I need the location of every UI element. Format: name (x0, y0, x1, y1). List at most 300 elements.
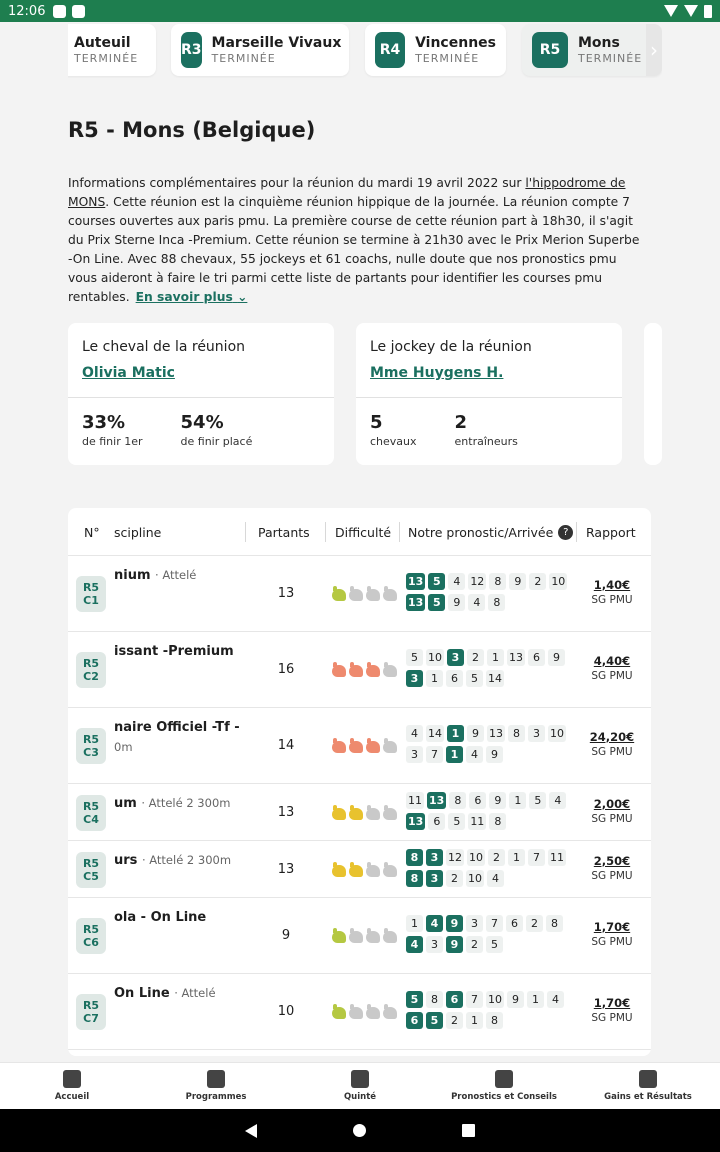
horse-head-icon (366, 1007, 380, 1019)
table-row[interactable] (68, 841, 651, 898)
horse-number: 8 (449, 792, 466, 809)
pronostic-line (406, 792, 576, 811)
win-label: de finir 1er (82, 435, 143, 448)
pronostic-line (406, 573, 576, 592)
hippodrome-link[interactable]: l'hippodrome de MONS (68, 176, 626, 209)
header-prono: Notre pronostic/Arrivée (408, 524, 554, 540)
difficulty-rating (332, 931, 397, 943)
header-partants: Partants (258, 524, 310, 540)
course-code: C2 (83, 670, 99, 683)
table-row[interactable] (68, 974, 651, 1050)
horse-number: 8 (489, 813, 506, 830)
race-distance: 0m (114, 740, 133, 754)
win-percent: 33% (82, 412, 126, 433)
horse-number: 3 (466, 915, 483, 932)
horse-number: 5 (529, 792, 546, 809)
pronostic-arrivee (406, 991, 576, 1033)
horse-head-icon (349, 741, 363, 753)
header-number: N° (84, 524, 100, 540)
horse-head-icon (332, 808, 346, 820)
horse-number: 4 (466, 746, 483, 763)
course-code: C5 (83, 869, 99, 883)
horse-number: 7 (486, 915, 503, 932)
horse-number: 11 (408, 793, 422, 807)
arrivee-line (406, 870, 576, 889)
rapport[interactable] (583, 920, 641, 948)
race-name-text: ola - On Line (114, 910, 207, 925)
race-name (114, 644, 264, 659)
horse-head-icon (383, 741, 397, 753)
nav-programmes[interactable] (144, 1063, 288, 1109)
pronostic-line (406, 991, 576, 1010)
horse-number: 10 (428, 651, 442, 664)
horse-number: 8 (406, 870, 423, 887)
tab-name: Mons (578, 34, 620, 51)
horse-head-icon (366, 665, 380, 677)
jockey-name-link[interactable]: Mme Huygens H. (370, 365, 504, 381)
tab-name: Auteuil (74, 34, 131, 51)
arrivee-line (406, 1012, 576, 1031)
horse-head-icon (366, 865, 380, 877)
race-code-badge (76, 728, 106, 764)
rapport[interactable] (583, 730, 641, 758)
horse-number: 2 (529, 573, 546, 590)
horse-of-reunion-card (68, 323, 334, 465)
horse-number: 4 (406, 936, 423, 953)
rapport-value: 1,70€ (593, 996, 631, 1010)
horse-number: 3 (426, 849, 443, 866)
tab-status: TERMINÉE (415, 51, 480, 65)
horse-head-icon (332, 865, 346, 877)
horse-number: 6 (506, 915, 523, 932)
horse-number: 9 (548, 649, 565, 666)
nav-label: Quinté (343, 1092, 377, 1102)
horse-number: 3 (528, 725, 545, 742)
horse-head-icon (349, 808, 363, 820)
race-code-badge (76, 852, 106, 888)
horse-head-icon (383, 865, 397, 877)
rapport-label: SG PMU (591, 1012, 633, 1024)
horse-number: 5 (428, 573, 445, 590)
horse-number: 8 (426, 991, 443, 1008)
horse-head-icon (349, 665, 363, 677)
horse-head-icon (349, 1007, 363, 1019)
races-table (68, 508, 651, 1056)
horse-number: 4 (487, 870, 504, 887)
trainers-label: entraîneurs (454, 435, 518, 448)
rapport[interactable] (583, 654, 641, 682)
system-navigation-bar (0, 1109, 720, 1152)
horse-head-icon (349, 931, 363, 943)
partants-count: 13 (277, 804, 295, 820)
horse-head-icon (332, 741, 346, 753)
pronostic-line (406, 915, 576, 934)
help-icon[interactable]: ? (558, 525, 573, 540)
nav-label: Pronostics et Conseils (451, 1092, 557, 1102)
horse-number: 3 (406, 670, 423, 687)
jockey-of-reunion-card (356, 323, 622, 465)
trainers-count: 2 (454, 412, 468, 433)
reunion-code: R5 (82, 999, 100, 1012)
home-icon (63, 1070, 81, 1088)
horse-number: 12 (448, 850, 462, 864)
race-name (114, 720, 264, 735)
race-name-text: issant -Premium (114, 644, 234, 659)
horse-number: 2 (446, 1012, 463, 1029)
nav-label: Gains et Résultats (604, 1092, 692, 1102)
rapport[interactable] (583, 996, 641, 1024)
nav-accueil[interactable] (0, 1063, 144, 1109)
header-difficulty: Difficulté (335, 524, 392, 540)
course-code: C1 (83, 594, 99, 607)
tab-name: Vincennes (415, 34, 496, 51)
place-percent: 54% (180, 412, 224, 433)
reunion-description (68, 174, 648, 307)
horse-number: 1 (426, 670, 443, 687)
rapport-value: 4,40€ (593, 654, 631, 668)
course-code: C6 (83, 936, 99, 949)
rapport-label: SG PMU (591, 936, 633, 948)
bottom-navigation (0, 1062, 720, 1109)
battery-icon (704, 5, 712, 18)
course-code: C7 (83, 1012, 99, 1025)
horses-label: chevaux (370, 435, 417, 448)
horse-number: 6 (428, 813, 445, 830)
horse-number: 9 (467, 725, 484, 742)
table-row[interactable] (68, 898, 651, 974)
horse-number: 13 (509, 651, 523, 664)
main-content[interactable] (0, 22, 720, 1062)
table-row[interactable] (68, 632, 651, 708)
tabs-scroll-right-icon[interactable]: › (646, 24, 662, 76)
horse-head-icon (366, 589, 380, 601)
horse-number: 2 (466, 936, 483, 953)
race-name (114, 568, 264, 583)
horse-number: 5 (486, 936, 503, 953)
nav-label: Accueil (54, 1092, 90, 1102)
race-name-text: naire Officiel -Tf - (114, 720, 240, 735)
pronostic-arrivee (406, 792, 576, 834)
table-row[interactable] (68, 708, 651, 784)
horse-head-icon (332, 589, 346, 601)
reunion-code: R5 (82, 923, 100, 936)
card-title: Le jockey de la réunion (370, 339, 532, 355)
rapport-value: 24,20€ (589, 730, 635, 744)
race-code-badge (76, 652, 106, 688)
read-more-label: En savoir plus (135, 290, 233, 304)
partants-count: 13 (277, 861, 295, 877)
signal-icon (684, 5, 698, 17)
reunion-tabs[interactable] (68, 22, 662, 78)
horse-number: 7 (426, 746, 443, 763)
horse-head-icon (366, 931, 380, 943)
rapport-label: SG PMU (591, 869, 633, 882)
place-label: de finir placé (180, 435, 253, 448)
horse-number: 8 (406, 849, 423, 866)
pronostic-arrivee (406, 915, 576, 957)
horse-number: 6 (446, 991, 463, 1008)
read-more-link[interactable] (136, 290, 248, 304)
horse-number: 11 (550, 850, 564, 864)
tab-r5[interactable] (522, 24, 662, 76)
race-name-text: urs (114, 853, 138, 868)
horse-number: 14 (428, 727, 442, 740)
pronostic-line (406, 725, 576, 744)
horse-number: 11 (470, 814, 485, 828)
horse-number: 13 (408, 596, 424, 609)
race-name (114, 796, 264, 811)
pronostic-arrivee (406, 649, 576, 691)
horse-head-icon (383, 931, 397, 943)
back-icon[interactable] (245, 1124, 257, 1138)
recents-icon[interactable] (462, 1124, 475, 1137)
horse-number: 1 (508, 849, 525, 866)
tab-r4[interactable] (365, 24, 506, 76)
race-name-text: um (114, 796, 137, 811)
horse-number: 2 (526, 915, 543, 932)
partants-count: 16 (277, 662, 295, 677)
horse-number: 6 (469, 792, 486, 809)
horse-number: 4 (547, 991, 564, 1008)
horse-number: 4 (468, 594, 485, 611)
horse-number: 10 (469, 850, 483, 864)
horse-head-icon (383, 1007, 397, 1019)
horse-number: 9 (489, 792, 506, 809)
page-title: R5 - Mons (Belgique) (68, 118, 316, 142)
rapport-label: SG PMU (591, 746, 633, 758)
reunion-code: R5 (82, 856, 100, 870)
horse-number: 8 (486, 1012, 503, 1029)
horse-number: 7 (528, 849, 545, 866)
horse-number: 8 (546, 915, 563, 932)
horse-number: 5 (406, 991, 423, 1008)
rapport[interactable] (583, 797, 641, 825)
horse-number: 3 (406, 746, 423, 763)
race-name (114, 986, 264, 1001)
horse-head-icon (383, 589, 397, 601)
divider (356, 397, 622, 398)
horse-number: 7 (466, 991, 483, 1008)
horse-number: 8 (508, 725, 525, 742)
tab-status: TERMINÉE (74, 51, 139, 65)
reunion-code: R5 (82, 799, 100, 813)
horses-count: 5 (370, 412, 383, 433)
pronostic-arrivee (406, 725, 576, 767)
horse-head-icon (366, 808, 380, 820)
horse-number: 9 (446, 936, 463, 953)
horse-number: 12 (470, 575, 485, 588)
horse-number: 9 (509, 573, 526, 590)
difficulty-rating (332, 808, 397, 820)
horse-number: 5 (406, 649, 423, 666)
tab-status: TERMINÉE (578, 51, 643, 65)
tab-badge: R4 (375, 32, 405, 68)
horse-number: 6 (528, 649, 545, 666)
race-code-badge (76, 576, 106, 612)
horse-number: 14 (488, 672, 502, 685)
race-discipline: · Attelé (155, 568, 197, 582)
tab-r3[interactable] (171, 24, 349, 76)
horse-number: 3 (426, 936, 443, 953)
horse-head-icon (332, 665, 346, 677)
horse-number: 5 (466, 670, 483, 687)
horse-name-link[interactable]: Olivia Matic (82, 365, 175, 381)
horse-number: 10 (551, 575, 566, 588)
race-discipline: · Attelé 2 300m (141, 796, 231, 810)
nav-gains[interactable] (576, 1063, 720, 1109)
horse-number: 9 (507, 991, 524, 1008)
pronostic-arrivee (406, 573, 576, 615)
rapport-value: 2,00€ (593, 796, 631, 811)
status-time: 12:06 (8, 3, 46, 19)
horse-head-icon (332, 1007, 346, 1019)
horse-head-icon (349, 589, 363, 601)
rapport-label: SG PMU (591, 670, 633, 682)
race-name-text: nium (114, 568, 151, 583)
horse-number: 8 (489, 573, 506, 590)
rapport-value: 1,40€ (593, 578, 631, 592)
header-rapport: Rapport (586, 524, 636, 540)
storage-icon (72, 5, 85, 18)
horse-number: 13 (408, 575, 424, 588)
wifi-icon (664, 5, 678, 17)
course-code: C4 (83, 812, 99, 826)
partants-count: 14 (277, 738, 295, 753)
horse-head-icon (349, 865, 363, 877)
race-code-badge (76, 994, 106, 1030)
rapport-value: 1,70€ (593, 920, 631, 934)
tab-badge: R3 (181, 32, 202, 68)
table-row[interactable] (68, 784, 651, 841)
chart-icon (495, 1070, 513, 1088)
reunion-code: R5 (82, 581, 100, 594)
pronostic-line (406, 649, 576, 668)
reunion-code: R5 (82, 657, 100, 670)
table-header (68, 508, 651, 556)
race-code-badge (76, 918, 106, 954)
race-name (114, 853, 264, 868)
app-notification-icon (53, 5, 66, 18)
rapport-label: SG PMU (591, 594, 633, 606)
horse-number: 1 (509, 792, 526, 809)
horse-number: 13 (408, 814, 424, 828)
partants-count: 10 (277, 1004, 295, 1019)
header-discipline: scipline (114, 524, 162, 540)
difficulty-rating (332, 665, 397, 677)
difficulty-rating (332, 741, 397, 753)
calendar-icon (207, 1070, 225, 1088)
difficulty-rating (332, 589, 397, 601)
horse-number: 1 (406, 915, 423, 932)
horse-number: 10 (550, 727, 564, 740)
horse-number: 3 (426, 870, 443, 887)
race-name-text: On Line (114, 986, 170, 1001)
difficulty-rating (332, 1007, 397, 1019)
chevron-down-icon: ⌄ (237, 290, 248, 304)
horse-number: 10 (468, 871, 482, 885)
horse-number: 13 (429, 793, 445, 807)
pronostic-line (406, 849, 576, 868)
rapport[interactable] (583, 854, 641, 882)
horse-number: 4 (406, 725, 423, 742)
course-code: C3 (83, 746, 99, 759)
arrivee-line (406, 746, 576, 765)
horse-number: 9 (448, 594, 465, 611)
horse-number: 13 (489, 727, 503, 740)
rapport-value: 2,50€ (593, 853, 631, 868)
horse-number: 2 (488, 849, 505, 866)
horse-number: 2 (467, 649, 484, 666)
horse-number: 3 (447, 649, 464, 666)
trophy-icon (639, 1070, 657, 1088)
horse-number: 2 (446, 870, 463, 887)
horse-head-icon (332, 931, 346, 943)
horse-head-icon (383, 665, 397, 677)
nav-label: Programmes (185, 1092, 247, 1102)
table-row[interactable] (68, 556, 651, 632)
horse-number: 1 (487, 649, 504, 666)
horse-number: 4 (549, 792, 566, 809)
quinte-icon (351, 1070, 369, 1088)
horse-number: 1 (446, 746, 463, 763)
horse-number: 6 (446, 670, 463, 687)
partants-count: 13 (277, 586, 295, 601)
pronostic-arrivee (406, 849, 576, 891)
arrivee-line (406, 670, 576, 689)
tab-auteuil[interactable] (68, 24, 156, 76)
arrivee-line (406, 594, 576, 613)
home-circle-icon[interactable] (353, 1124, 366, 1137)
horse-head-icon (366, 741, 380, 753)
horse-number: 9 (486, 746, 503, 763)
horse-number: 8 (488, 594, 505, 611)
race-discipline: · Attelé 2 300m (141, 853, 232, 867)
card-title: Le cheval de la réunion (82, 339, 246, 355)
partants-count: 9 (281, 928, 291, 943)
horse-number: 4 (448, 573, 465, 590)
rapport[interactable] (583, 578, 641, 606)
tab-status: TERMINÉE (211, 51, 276, 65)
horse-number: 9 (446, 915, 463, 932)
status-bar (0, 0, 720, 22)
arrivee-line (406, 936, 576, 955)
horse-number: 5 (428, 594, 445, 611)
race-code-badge (76, 795, 106, 831)
tab-badge: R5 (532, 32, 568, 68)
horse-number: 1 (447, 725, 464, 742)
horse-number: 1 (466, 1012, 483, 1029)
race-name (114, 910, 264, 925)
horse-number: 6 (406, 1012, 423, 1029)
arrivee-line (406, 813, 576, 832)
nav-quinte[interactable] (288, 1063, 432, 1109)
description-text-more: . Cette réunion est la cinquième réunion hippique de la journée. La réunion compte 7 courses ouvertes aux paris pmu. La première course de cette réunion part à 18h30, il s'agit du Prix Sterne Inca -Premium. Cette réunion se termine à 21h30 avec le Prix Merion Superbe -On Line. Avec 88 chevaux, 55 jockeys et 61 coachs, nulle doute que nos pronostics pmu vous aideront à faire le tri parmi cette liste de partants pour identifier les courses pmu rentables. (68, 195, 640, 304)
horse-number: 1 (527, 991, 544, 1008)
horse-number: 10 (488, 993, 502, 1006)
horse-number: 5 (448, 813, 465, 830)
difficulty-rating (332, 865, 397, 877)
tab-name: Marseille Vivaux (211, 34, 342, 51)
horse-head-icon (383, 808, 397, 820)
horse-number: 5 (426, 1012, 443, 1029)
race-discipline: · Attelé (174, 986, 216, 1000)
description-text: Informations complémentaires pour la réunion du mardi 19 avril 2022 sur (68, 176, 526, 190)
divider (68, 397, 334, 398)
horse-number: 4 (426, 915, 443, 932)
nav-pronostics[interactable] (432, 1063, 576, 1109)
next-card-partial[interactable] (644, 323, 662, 465)
reunion-code: R5 (82, 733, 100, 746)
